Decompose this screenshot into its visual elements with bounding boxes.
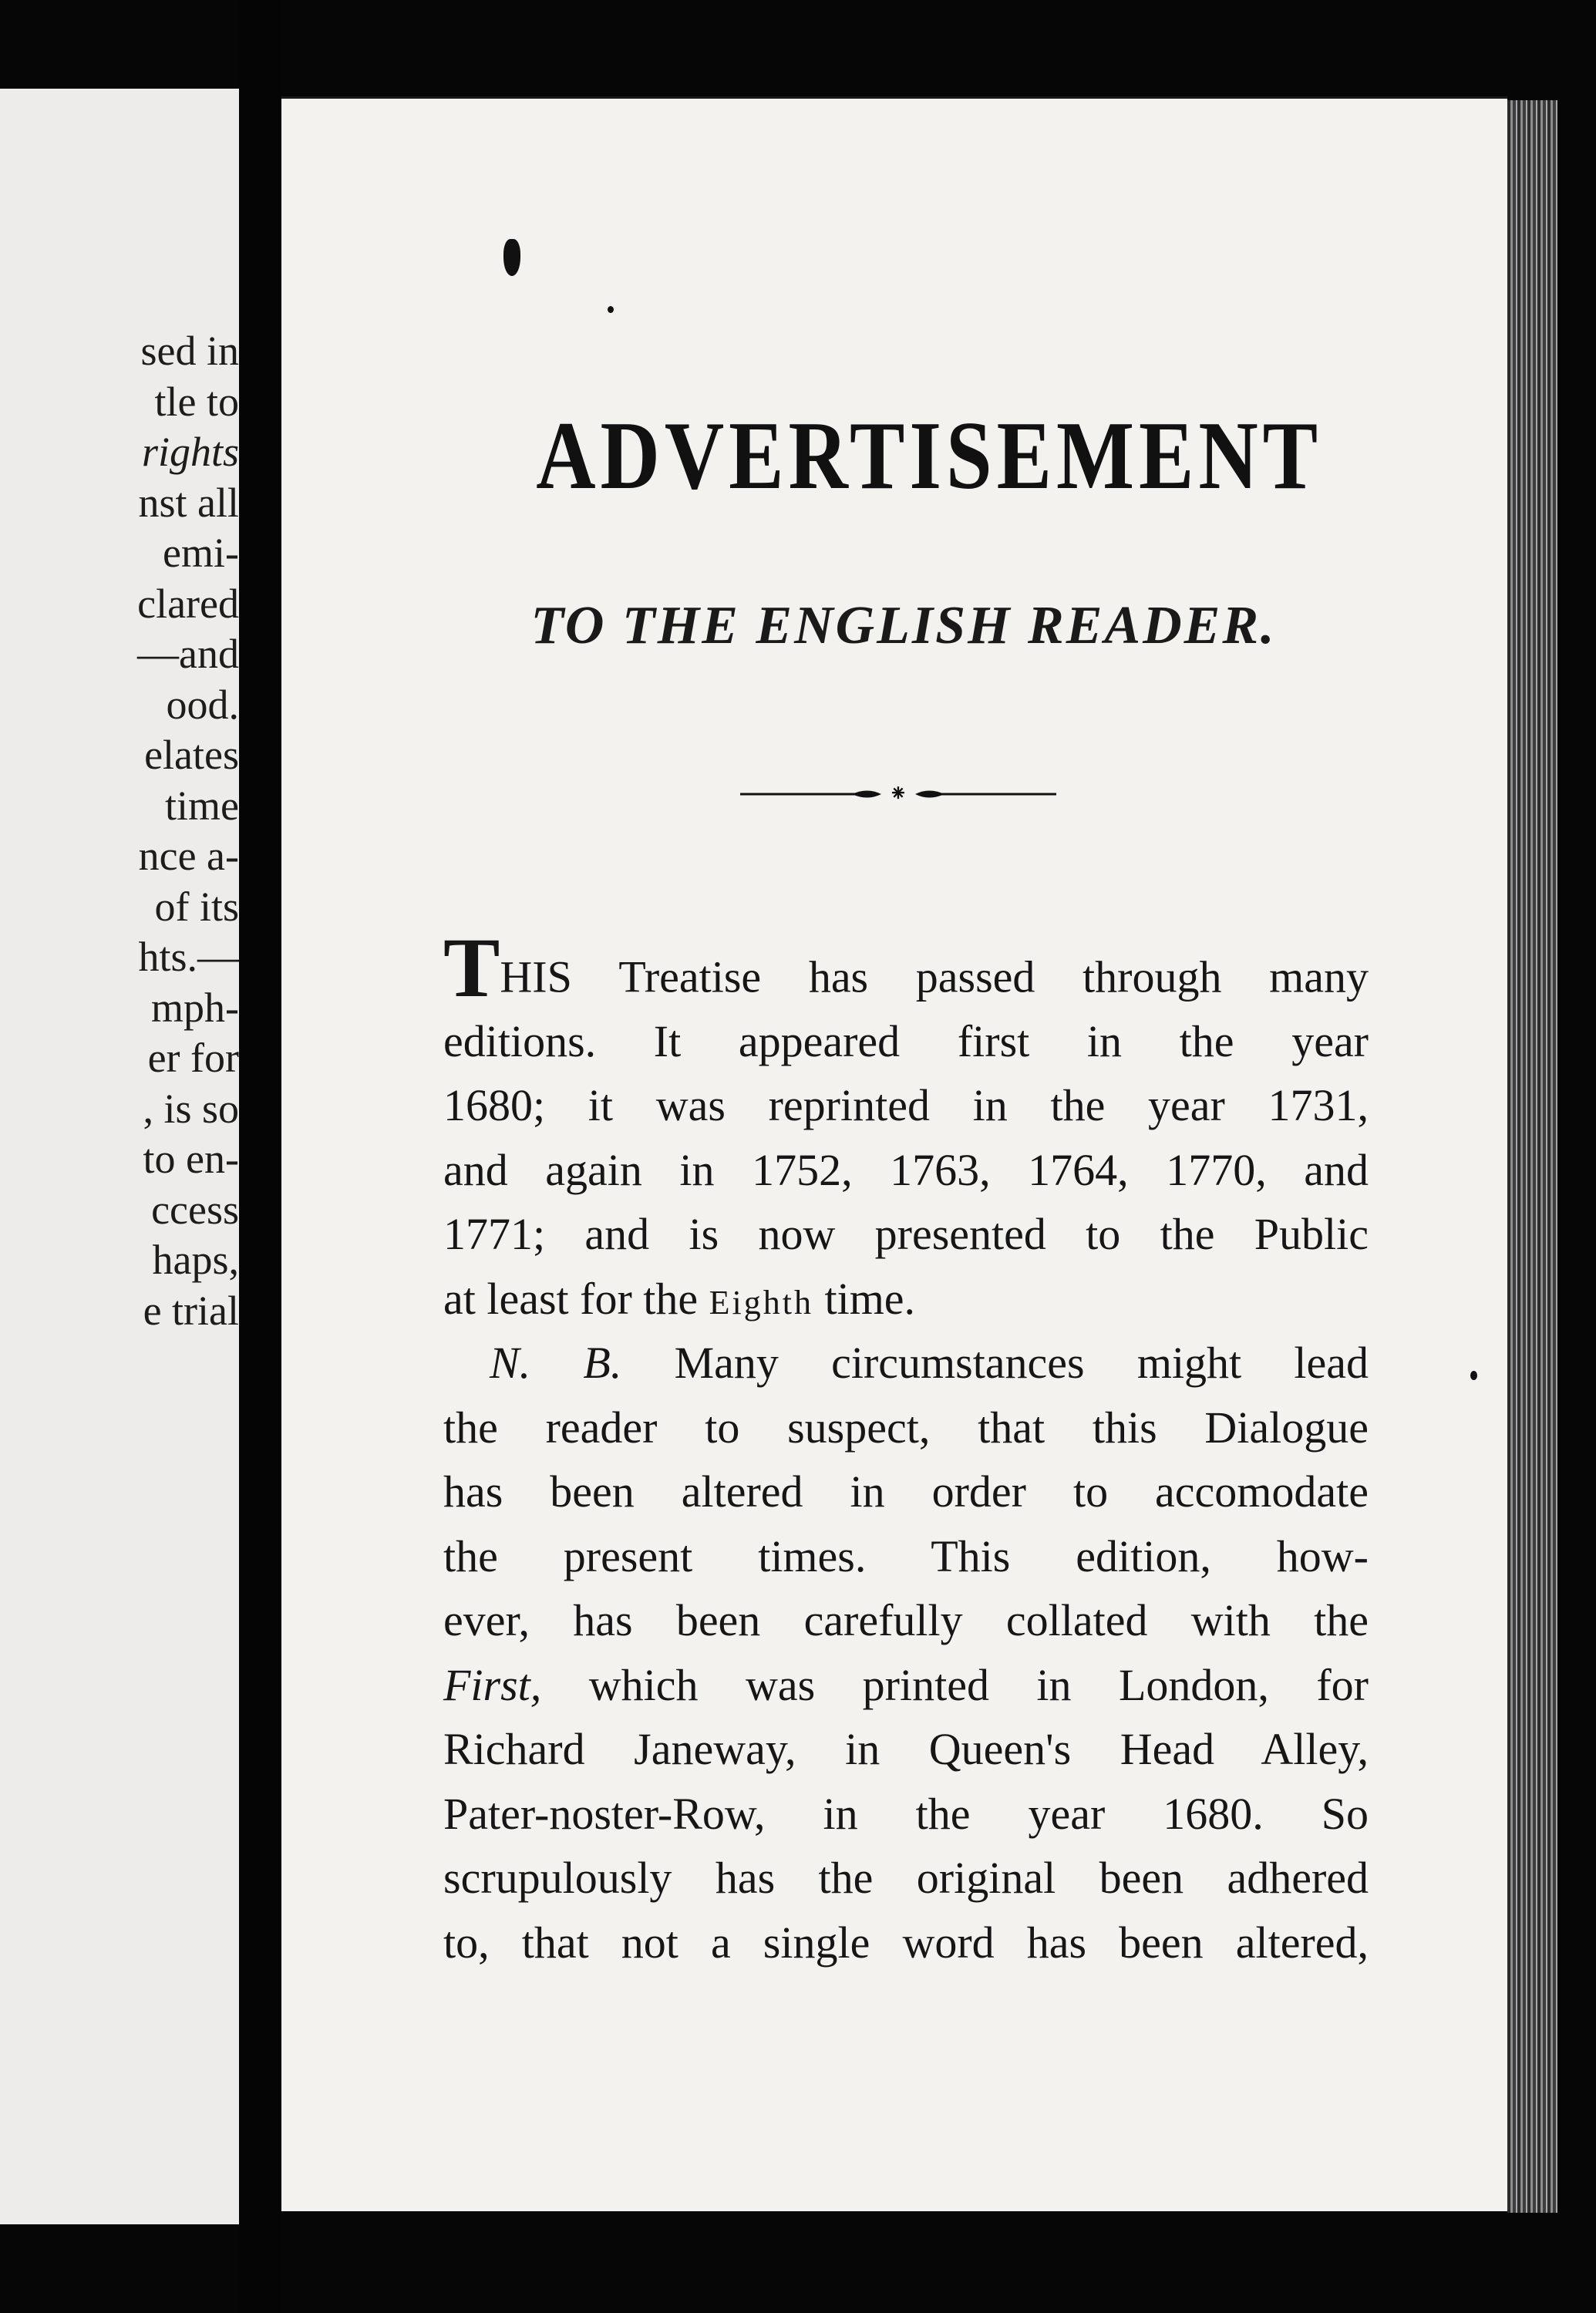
nb-label: N. B. [490,1338,622,1388]
ink-speck [1470,1371,1477,1380]
text-line: at least for the Eighth time. [443,1273,916,1324]
left-page-line: ood. [166,681,239,728]
text-line: editions. It appeared first in the year [443,1015,1369,1066]
body-text [443,921,1369,1975]
left-page-line: emi- [163,530,239,576]
text-line: First, which was printed in London, for [443,1659,1369,1710]
text-line: ever, has been carefully collated with the [443,1595,1369,1645]
page-subtitle: TO THE ENGLISH READER. [530,596,1277,655]
left-page-line: of its [154,883,239,930]
text-line: N. B. Many circumstances might lead [490,1338,1369,1388]
first-italic: First, [443,1659,542,1710]
text-line: 1771; and is now presented to the Public [443,1209,1369,1259]
left-page-line: nce a- [138,833,239,879]
left-page-line: er for [147,1035,239,1081]
text-line: and again in 1752, 1763, 1764, 1770, and [443,1144,1369,1195]
left-page-text [8,326,239,1336]
page-edge [1507,100,1557,2213]
text-line: the present times. This edition, how- [443,1530,1369,1581]
left-page-line: rights [141,429,239,475]
left-page-line: haps, [152,1237,239,1283]
text-line: to, that not a single word has been altered, [443,1917,1369,1968]
small-caps-eighth: Eighth [709,1283,813,1321]
paragraph-publication-history [443,921,1369,1331]
left-page-line: hts.— [138,934,239,980]
left-page-line: tle to [154,378,239,425]
left-page-line: , is so [143,1085,239,1132]
text-line: Richard Janeway, in Queen's Head Alley, [443,1724,1369,1774]
ink-speck [608,306,614,313]
left-page-line: elates [144,732,239,778]
text-line: the reader to suspect, that this Dialogue [443,1402,1369,1453]
left-page-line: —and [137,631,239,677]
left-page-line: sed in [140,328,239,374]
page-title: ADVERTISEMENT [536,402,1323,510]
svg-text:⁕: ⁕ [888,780,908,807]
left-page-line: e trial [143,1287,239,1334]
left-page-line: ccess [151,1186,239,1233]
paragraph-nota-bene [443,1331,1369,1975]
ornament-rule [736,779,1060,810]
ink-speck [503,239,520,276]
text-line: 1680; it was reprinted in the year 1731, [443,1080,1369,1130]
text-line: scrupulously has the original been adhered [443,1853,1369,1903]
drop-cap: T [443,921,500,1015]
text-line: Pater-noster-Row, in the year 1680. So [443,1788,1369,1839]
left-page [0,89,239,2224]
text-line: THIS Treatise has passed through many [443,921,1369,1015]
left-page-line: clared [137,580,239,627]
left-page-line: mph- [151,984,239,1031]
text-line: has been altered in order to accomodate [443,1466,1369,1517]
book-gutter [239,0,281,2313]
left-page-line: to en- [143,1136,239,1182]
left-page-line: nst all [138,479,239,526]
left-page-line: time [165,782,239,829]
